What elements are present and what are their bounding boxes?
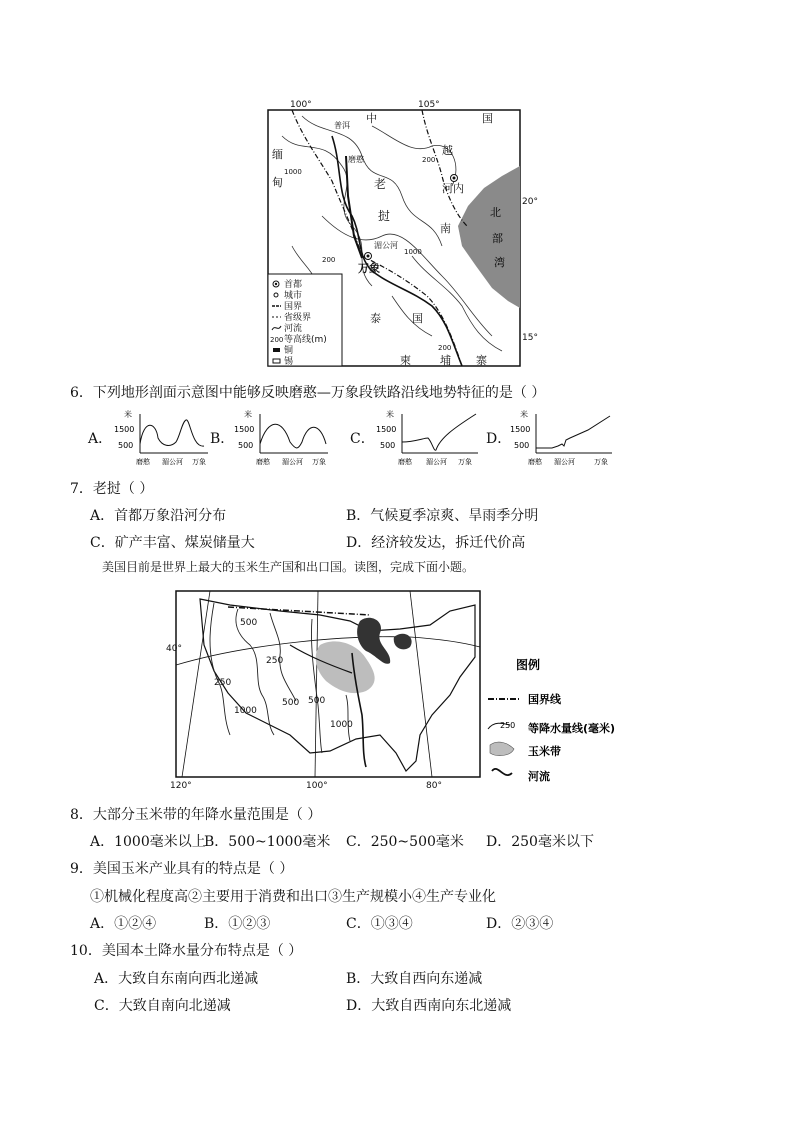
place-label: 北 — [490, 206, 501, 219]
x-label: 湄公河 — [554, 458, 575, 466]
q9-option-d[interactable]: D．②③④ — [486, 916, 554, 932]
profile-d[interactable] — [508, 408, 618, 468]
q7-option-a[interactable]: A．首都万象沿河分布 — [90, 508, 227, 524]
place-label: 湾 — [494, 256, 505, 269]
q6-option-b-letter[interactable]: B． — [210, 431, 235, 447]
x-label: 万象 — [312, 458, 326, 466]
isohyet-label: 1000 — [330, 720, 353, 730]
legend-province: 省级界 — [284, 313, 312, 323]
profile-a[interactable] — [112, 408, 212, 468]
unit: 米 — [520, 410, 528, 419]
isohyet-label: 250 — [214, 678, 232, 688]
tick: 1500 — [234, 425, 255, 434]
map2-legend — [488, 657, 615, 783]
x-label: 湄公河 — [162, 458, 183, 466]
place-label: 磨憨 — [348, 155, 364, 164]
lat-15-label: 15° — [522, 333, 538, 343]
place-label: 南 — [440, 222, 451, 235]
place-label: 湄公河 — [374, 241, 398, 250]
q9-stem: 9．美国玉米产业具有的特点是（ ） — [70, 861, 294, 877]
place-label: 国 — [482, 112, 493, 125]
unit: 米 — [244, 410, 252, 419]
q10-option-d[interactable]: D．大致自西南向东北递减 — [346, 998, 512, 1014]
q9-option-a[interactable]: A．①②④ — [90, 916, 157, 932]
laos-map — [262, 96, 552, 378]
lat-40-label: 40° — [166, 644, 182, 654]
lon-100-label: 100° — [306, 781, 328, 791]
unit: 米 — [124, 410, 132, 419]
x-label: 万象 — [192, 458, 206, 466]
contour-label: 200 — [438, 344, 452, 352]
lon-100-label: 100° — [290, 100, 312, 110]
legend-contour: 等高线(m) — [284, 335, 327, 345]
q7-option-d[interactable]: D．经济较发达，拆迁代价高 — [346, 535, 526, 551]
tick: 1500 — [510, 425, 531, 434]
x-label: 磨憨 — [528, 458, 542, 466]
x-label: 磨憨 — [256, 458, 270, 466]
x-label: 万象 — [458, 458, 472, 466]
q6-stem: 6．下列地形剖面示意图中能够反映磨憨—万象段铁路沿线地势特征的是（ ） — [70, 385, 546, 401]
q8-option-a[interactable]: A．1000毫米以上 — [90, 834, 206, 850]
place-label: 埔 — [440, 354, 451, 367]
x-label: 磨憨 — [136, 458, 150, 466]
tick: 1500 — [376, 425, 397, 434]
tick: 500 — [118, 441, 134, 450]
place-label: 普洱 — [334, 121, 350, 130]
place-label: 老 — [374, 177, 387, 191]
contour-label: 200 — [322, 256, 336, 264]
place-label: 柬 — [400, 354, 411, 367]
q6-option-a-letter[interactable]: A． — [88, 431, 113, 447]
tick: 1500 — [114, 425, 135, 434]
isohyet-label: 500 — [308, 696, 326, 706]
legend-capital: 首都 — [284, 280, 303, 290]
legend-border: 国界线 — [528, 693, 561, 706]
x-label: 湄公河 — [282, 458, 303, 466]
unit: 米 — [386, 410, 394, 419]
q9-option-b[interactable]: B．①②③ — [204, 916, 271, 932]
contour-label: 1000 — [404, 248, 422, 256]
lat-20-label: 20° — [522, 197, 538, 207]
profile-b[interactable] — [232, 408, 332, 468]
place-label: 万象 — [358, 262, 380, 275]
legend-river: 河流 — [284, 324, 303, 334]
intro-text: 美国目前是世界上最大的玉米生产国和出口国。读图，完成下面小题。 — [102, 560, 475, 574]
place-label: 中 — [366, 112, 377, 125]
legend-copper: 铜 — [284, 346, 294, 356]
place-label: 泰 — [370, 312, 381, 325]
place-label: 国 — [412, 312, 423, 325]
q10-option-a[interactable]: A．大致自东南向西北递减 — [94, 971, 259, 987]
legend-river: 河流 — [528, 770, 550, 783]
q10-option-c[interactable]: C．大致自南向北递减 — [94, 998, 231, 1014]
lon-105-label: 105° — [418, 100, 440, 110]
q7-stem: 7．老挝（ ） — [70, 481, 154, 497]
place-label: 寨 — [476, 354, 487, 367]
contour-label: 1000 — [284, 168, 302, 176]
legend-tin: 锡 — [284, 357, 294, 367]
usa-map — [166, 585, 616, 791]
isohyet-label: 500 — [240, 618, 258, 628]
profile-c[interactable] — [374, 408, 484, 468]
place-label: 挝 — [378, 209, 391, 223]
place-label: 越 — [442, 144, 453, 157]
q10-option-b[interactable]: B．大致自西向东递减 — [346, 971, 483, 987]
place-label: 河内 — [442, 182, 464, 195]
q9-statements: ①机械化程度高②主要用于消费和出口③生产规模小④生产专业化 — [90, 889, 496, 905]
legend-isohyet-value: 250 — [500, 721, 516, 730]
q8-stem: 8．大部分玉米带的年降水量范围是（ ） — [70, 807, 322, 823]
x-label: 磨憨 — [398, 458, 412, 466]
q7-option-b[interactable]: B．气候夏季凉爽、旱雨季分明 — [346, 508, 539, 524]
place-label: 部 — [492, 232, 503, 245]
lon-80-label: 80° — [426, 781, 442, 791]
isohyet-label: 250 — [266, 656, 284, 666]
q8-option-c[interactable]: C．250~500毫米 — [346, 834, 464, 850]
map1-legend — [268, 274, 342, 367]
legend-contour-value: 200 — [270, 336, 284, 344]
isohyet-label: 1000 — [234, 706, 257, 716]
q6-profiles — [88, 408, 648, 468]
legend-border: 国界 — [284, 302, 303, 312]
q7-option-c[interactable]: C．矿产丰富、煤炭储量大 — [90, 535, 255, 551]
place-label: 甸 — [272, 176, 283, 189]
q8-option-d[interactable]: D．250毫米以下 — [486, 834, 594, 850]
q8-option-b[interactable]: B．500~1000毫米 — [204, 834, 331, 850]
tick: 500 — [238, 441, 254, 450]
q10-stem: 10．美国本土降水量分布特点是（ ） — [70, 943, 303, 959]
contour-label: 200 — [422, 156, 436, 164]
x-label: 万象 — [594, 458, 608, 466]
isohyet-label: 500 — [282, 698, 300, 708]
tick: 500 — [514, 441, 530, 450]
legend-title: 图例 — [516, 658, 541, 672]
x-label: 湄公河 — [426, 458, 447, 466]
q9-option-c[interactable]: C．①③④ — [346, 916, 413, 932]
legend-corn-belt: 玉米带 — [528, 745, 561, 758]
q6-option-d-letter[interactable]: D． — [486, 431, 512, 447]
legend-isohyet: 等降水量线(毫米) — [528, 722, 616, 735]
q6-option-c-letter[interactable]: C． — [350, 431, 375, 447]
legend-city: 城市 — [284, 291, 303, 301]
place-label: 缅 — [272, 148, 283, 161]
tick: 500 — [380, 441, 396, 450]
lon-120-label: 120° — [170, 781, 192, 791]
